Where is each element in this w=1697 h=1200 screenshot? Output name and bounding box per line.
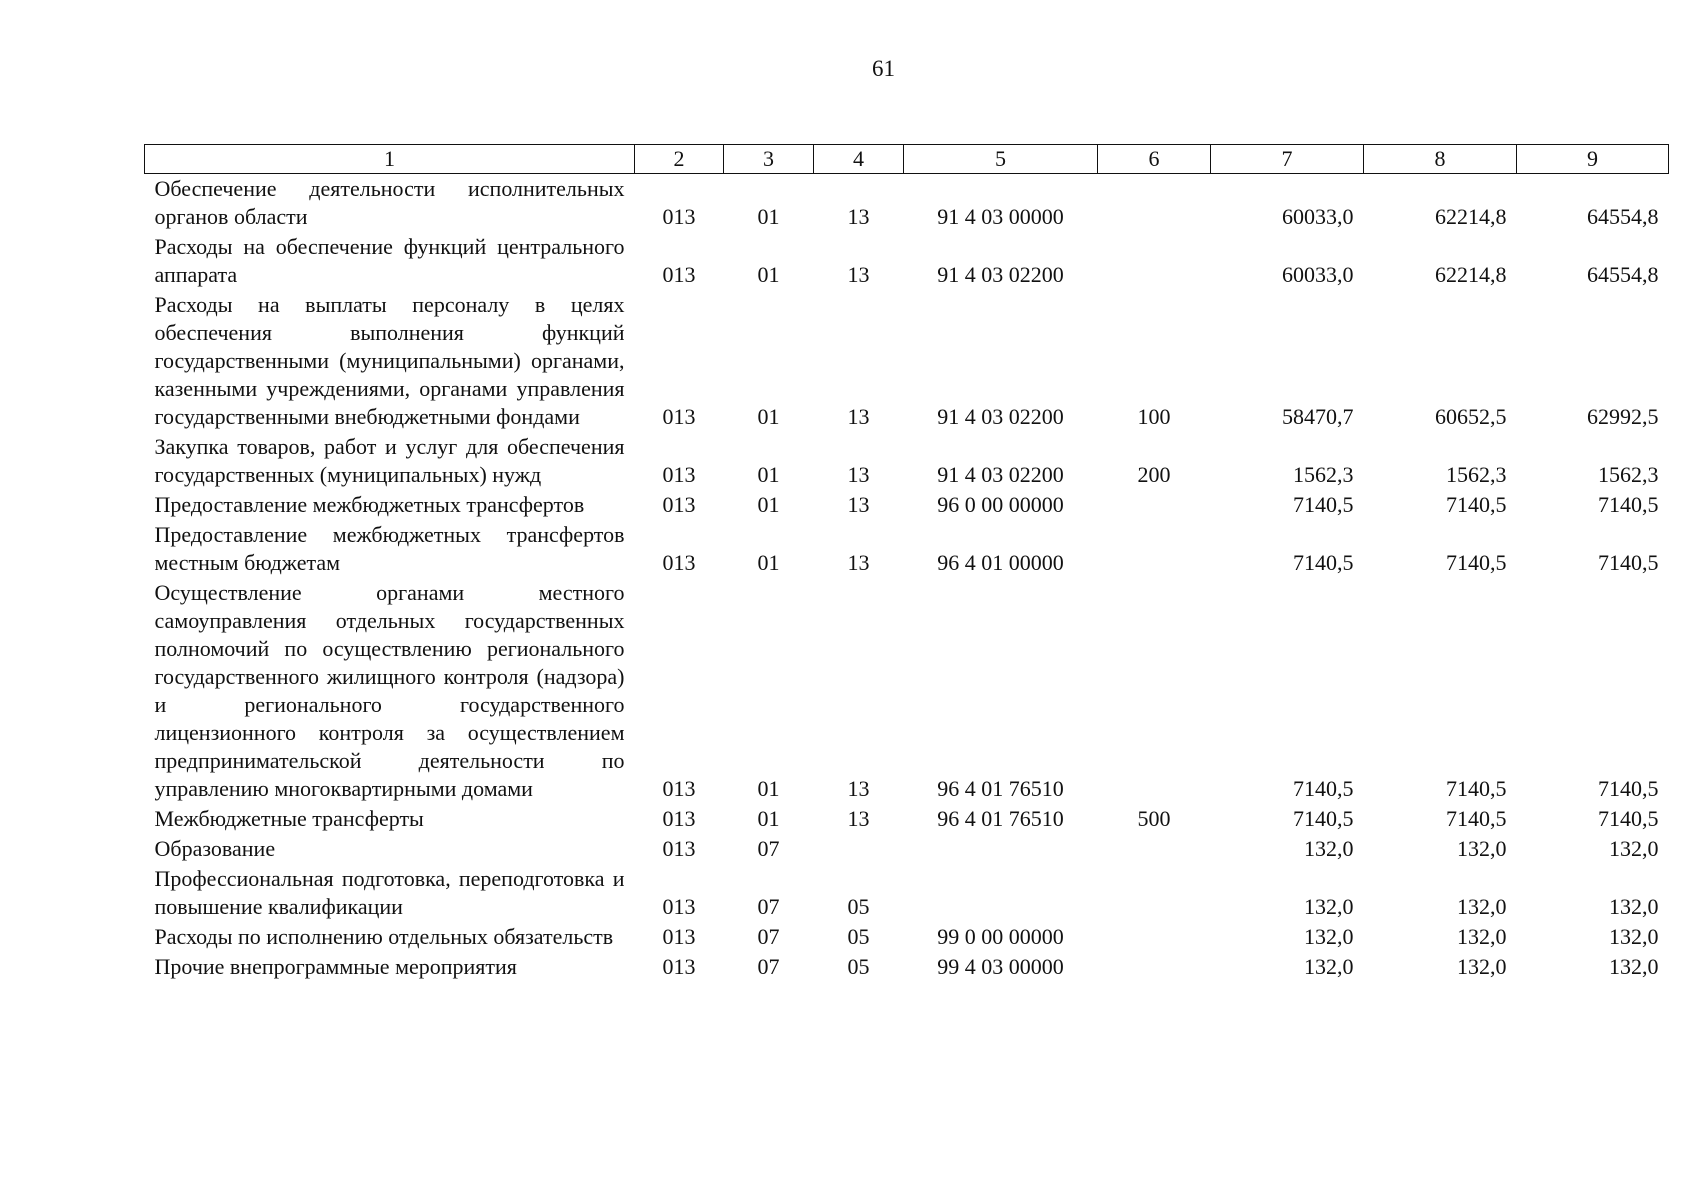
cell-col-6 bbox=[1098, 520, 1211, 578]
cell-col-4 bbox=[814, 834, 904, 864]
cell-name: Закупка товаров, работ и услуг для обеспечения государственных (муниципальных) нужд bbox=[154, 434, 625, 487]
cell-col-4: 13 bbox=[847, 776, 870, 801]
cell-col-4: 13 bbox=[847, 462, 870, 487]
cell-col-3: 07 bbox=[757, 924, 780, 949]
cell-col-8: 62214,8 bbox=[1435, 204, 1507, 229]
cell-col-3: 01 bbox=[757, 550, 780, 575]
cell-col-9: 1562,3 bbox=[1598, 462, 1659, 487]
cell-col-6 bbox=[1098, 578, 1211, 804]
cell-col-7: 132,0 bbox=[1304, 924, 1354, 949]
cell-col-8: 132,0 bbox=[1457, 836, 1507, 861]
cell-col-7: 132,0 bbox=[1304, 954, 1354, 979]
cell-col-5: 91 4 03 00000 bbox=[937, 204, 1064, 229]
cell-col-5 bbox=[904, 834, 1098, 864]
table-row bbox=[145, 432, 1669, 490]
cell-col-2: 013 bbox=[662, 954, 696, 979]
cell-col-2: 013 bbox=[662, 550, 696, 575]
cell-col-9: 132,0 bbox=[1609, 836, 1659, 861]
cell-col-4: 13 bbox=[847, 262, 870, 287]
cell-name: Предоставление межбюджетных трансфертов bbox=[154, 492, 585, 517]
table-row bbox=[145, 290, 1669, 432]
cell-col-7: 132,0 bbox=[1304, 836, 1354, 861]
table-row bbox=[145, 834, 1669, 864]
cell-col-5: 96 4 01 00000 bbox=[937, 550, 1064, 575]
cell-col-4: 05 bbox=[847, 954, 870, 979]
cell-name: Расходы на выплаты персоналу в целях обеспечения выполнения функций государственными (муниципальными) органами, казенными учреждениями, органами управления государственными внебюджетными фондами bbox=[154, 292, 625, 429]
cell-col-5: 91 4 03 02200 bbox=[937, 262, 1064, 287]
table-row bbox=[145, 864, 1669, 922]
cell-col-6: 200 bbox=[1137, 462, 1171, 487]
cell-col-9: 64554,8 bbox=[1587, 262, 1659, 287]
cell-col-3: 01 bbox=[757, 262, 780, 287]
header-col-9: 9 bbox=[1517, 145, 1669, 174]
table-row bbox=[145, 578, 1669, 804]
cell-col-7: 7140,5 bbox=[1293, 492, 1354, 517]
cell-col-8: 132,0 bbox=[1457, 894, 1507, 919]
cell-col-2: 013 bbox=[662, 924, 696, 949]
cell-col-8: 62214,8 bbox=[1435, 262, 1507, 287]
cell-col-4: 13 bbox=[847, 204, 870, 229]
cell-col-8: 7140,5 bbox=[1446, 776, 1507, 801]
cell-col-9: 7140,5 bbox=[1598, 776, 1659, 801]
cell-col-4: 13 bbox=[847, 404, 870, 429]
cell-col-5 bbox=[904, 864, 1098, 922]
table-row bbox=[145, 174, 1669, 233]
header-col-4: 4 bbox=[814, 145, 904, 174]
header-col-7: 7 bbox=[1211, 145, 1364, 174]
table-row bbox=[145, 490, 1669, 520]
cell-name: Обеспечение деятельности исполнительных органов области bbox=[154, 176, 625, 229]
table-row bbox=[145, 520, 1669, 578]
cell-name: Предоставление межбюджетных трансфертов местным бюджетам bbox=[154, 522, 625, 575]
cell-col-2: 013 bbox=[662, 492, 696, 517]
cell-col-7: 1562,3 bbox=[1293, 462, 1354, 487]
cell-col-9: 132,0 bbox=[1609, 924, 1659, 949]
cell-name: Расходы по исполнению отдельных обязательств bbox=[154, 924, 614, 949]
cell-col-2: 013 bbox=[662, 776, 696, 801]
header-col-6: 6 bbox=[1098, 145, 1211, 174]
cell-col-8: 7140,5 bbox=[1446, 806, 1507, 831]
header-col-3: 3 bbox=[724, 145, 814, 174]
table-row bbox=[145, 232, 1669, 290]
cell-col-4: 05 bbox=[847, 924, 870, 949]
cell-col-5: 91 4 03 02200 bbox=[937, 404, 1064, 429]
table-body bbox=[145, 174, 1669, 983]
cell-col-6 bbox=[1098, 232, 1211, 290]
cell-col-6: 100 bbox=[1137, 404, 1171, 429]
table-row bbox=[145, 804, 1669, 834]
cell-name: Образование bbox=[154, 836, 276, 861]
header-col-5: 5 bbox=[904, 145, 1098, 174]
budget-table bbox=[144, 144, 1669, 982]
cell-col-5: 96 0 00 00000 bbox=[937, 492, 1064, 517]
cell-col-5: 99 4 03 00000 bbox=[937, 954, 1064, 979]
cell-col-2: 013 bbox=[662, 404, 696, 429]
cell-col-2: 013 bbox=[662, 836, 696, 861]
cell-name: Осуществление органами местного самоуправления отдельных государственных полномочий по осуществлению регионального государственного жилищного контроля (надзора) и регионального государственного лицензионного контроля за осуществлением предпринимательской деятельности по управлению многоквартирными домами bbox=[154, 580, 625, 801]
cell-col-2: 013 bbox=[662, 894, 696, 919]
cell-col-3: 01 bbox=[757, 776, 780, 801]
cell-col-3: 01 bbox=[757, 462, 780, 487]
table-row bbox=[145, 952, 1669, 982]
cell-col-9: 7140,5 bbox=[1598, 550, 1659, 575]
cell-col-7: 132,0 bbox=[1304, 894, 1354, 919]
cell-col-7: 7140,5 bbox=[1293, 806, 1354, 831]
cell-col-4: 13 bbox=[847, 492, 870, 517]
cell-col-4: 13 bbox=[847, 550, 870, 575]
cell-col-8: 7140,5 bbox=[1446, 550, 1507, 575]
cell-col-3: 07 bbox=[757, 836, 780, 861]
cell-col-8: 60652,5 bbox=[1435, 404, 1507, 429]
cell-col-8: 7140,5 bbox=[1446, 492, 1507, 517]
cell-col-2: 013 bbox=[662, 262, 696, 287]
cell-col-7: 60033,0 bbox=[1282, 262, 1354, 287]
cell-col-6 bbox=[1098, 952, 1211, 982]
cell-col-3: 07 bbox=[757, 894, 780, 919]
cell-name: Профессиональная подготовка, переподготовка и повышение квалификации bbox=[154, 866, 625, 919]
cell-col-6 bbox=[1098, 834, 1211, 864]
header-col-1: 1 bbox=[145, 145, 635, 174]
cell-col-2: 013 bbox=[662, 204, 696, 229]
cell-col-2: 013 bbox=[662, 806, 696, 831]
cell-col-6 bbox=[1098, 174, 1211, 233]
cell-col-7: 58470,7 bbox=[1282, 404, 1354, 429]
cell-col-3: 01 bbox=[757, 492, 780, 517]
cell-col-4: 13 bbox=[847, 806, 870, 831]
page-number: 61 bbox=[872, 56, 895, 81]
header-col-8: 8 bbox=[1364, 145, 1517, 174]
cell-col-3: 07 bbox=[757, 954, 780, 979]
cell-col-9: 7140,5 bbox=[1598, 492, 1659, 517]
cell-col-5: 99 0 00 00000 bbox=[937, 924, 1064, 949]
cell-col-5: 91 4 03 02200 bbox=[937, 462, 1064, 487]
cell-col-5: 96 4 01 76510 bbox=[937, 806, 1064, 831]
cell-col-6 bbox=[1098, 864, 1211, 922]
cell-col-6 bbox=[1098, 922, 1211, 952]
cell-col-9: 132,0 bbox=[1609, 894, 1659, 919]
cell-col-9: 132,0 bbox=[1609, 954, 1659, 979]
cell-col-3: 01 bbox=[757, 204, 780, 229]
cell-col-6 bbox=[1098, 490, 1211, 520]
cell-col-9: 64554,8 bbox=[1587, 204, 1659, 229]
cell-col-8: 132,0 bbox=[1457, 954, 1507, 979]
cell-name: Расходы на обеспечение функций центрального аппарата bbox=[154, 234, 625, 287]
cell-col-4: 05 bbox=[847, 894, 870, 919]
cell-name: Межбюджетные трансферты bbox=[154, 806, 424, 831]
cell-col-3: 01 bbox=[757, 404, 780, 429]
cell-col-5: 96 4 01 76510 bbox=[937, 776, 1064, 801]
cell-col-8: 1562,3 bbox=[1446, 462, 1507, 487]
cell-col-7: 60033,0 bbox=[1282, 204, 1354, 229]
header-row bbox=[145, 145, 1669, 174]
cell-col-9: 7140,5 bbox=[1598, 806, 1659, 831]
table-row bbox=[145, 922, 1669, 952]
cell-col-2: 013 bbox=[662, 462, 696, 487]
table-header bbox=[145, 145, 1669, 174]
cell-name: Прочие внепрограммные мероприятия bbox=[154, 954, 517, 979]
cell-col-7: 7140,5 bbox=[1293, 550, 1354, 575]
cell-col-7: 7140,5 bbox=[1293, 776, 1354, 801]
cell-col-8: 132,0 bbox=[1457, 924, 1507, 949]
header-col-2: 2 bbox=[635, 145, 724, 174]
cell-col-6: 500 bbox=[1137, 806, 1171, 831]
cell-col-9: 62992,5 bbox=[1587, 404, 1659, 429]
cell-col-3: 01 bbox=[757, 806, 780, 831]
